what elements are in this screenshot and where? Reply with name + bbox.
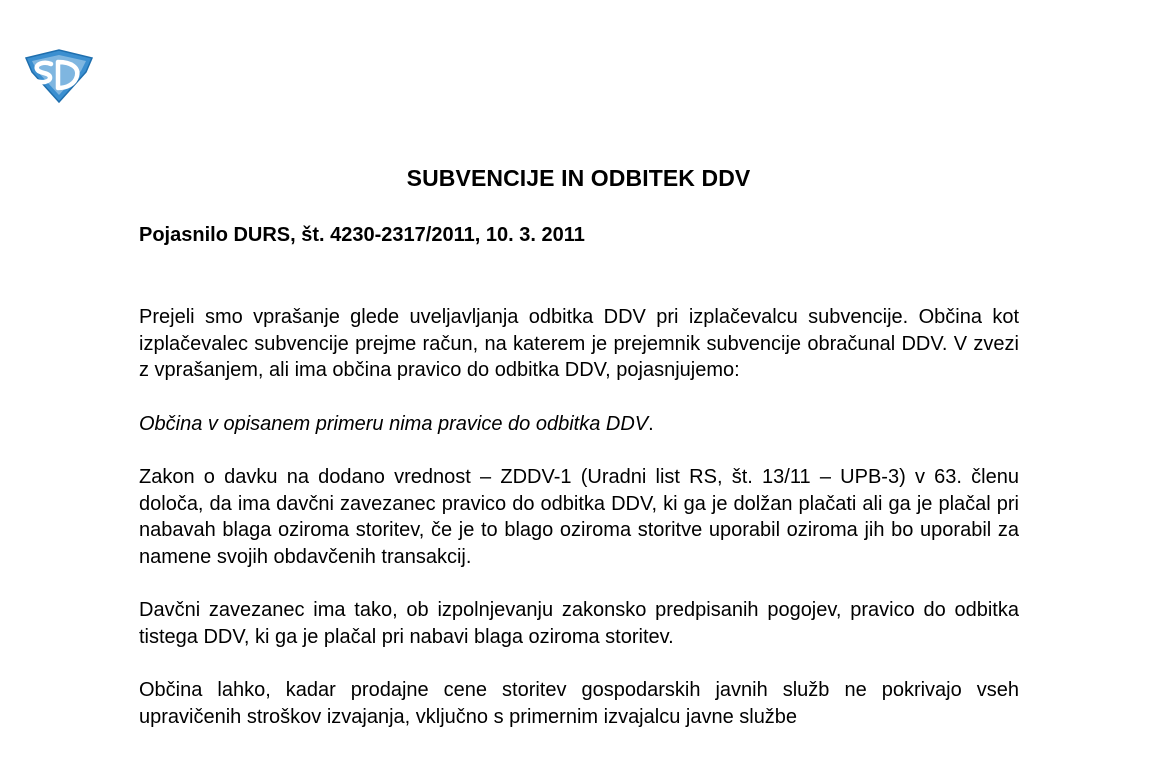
sd-shield-logo-icon [22,48,96,104]
paragraph-right: Davčni zavezanec ima tako, ob izpolnjevanju zakonsko predpisanih pogojev, pravico do odbitka tistega DDV, ki ga je plačal pri nabavi blaga oziroma storitev. [139,599,1019,648]
document-body [139,304,1019,757]
document-title: SUBVENCIJE IN ODBITEK DDV [406,165,751,191]
document-subtitle: Pojasnilo DURS, št. 4230-2317/2011, 10. 3. 2011 [139,224,585,246]
paragraph-law: Zakon o davku na dodano vrednost – ZDDV-1 (Uradni list RS, št. 13/11 – UPB-3) v 63. členu določa, da ima davčni zavezanec pravico do odbitka DDV, ki ga je dolžan plačati ali ga je plačal pri nabavah blaga oziroma storitev, če je to blago oziroma storitve uporabil oziroma jih bo uporabil za namene svojih obdavčenih transakcij. [139,466,1019,568]
company-logo [22,48,96,104]
answer-italic-text: Občina v opisanem primeru nima pravice do odbitka DDV [139,412,649,435]
paragraph-municipality: Občina lahko, kadar prodajne cene storitev gospodarskih javnih služb ne pokrivajo vseh upravičenih stroškov izvajanja, vključno s primernim izvajalcu javne službe [139,679,1019,728]
paragraph-answer [139,411,1019,438]
answer-period: . [648,412,654,435]
paragraph-question: Prejeli smo vprašanje glede uveljavljanja odbitka DDV pri izplačevalcu subvencije. Občina kot izplačevalec subvencije prejme račun, na katerem je prejemnik subvencije obračunal DDV. V zvezi z vprašanjem, ali ima občina pravico do odbitka DDV, pojasnjujemo: [139,306,1019,381]
